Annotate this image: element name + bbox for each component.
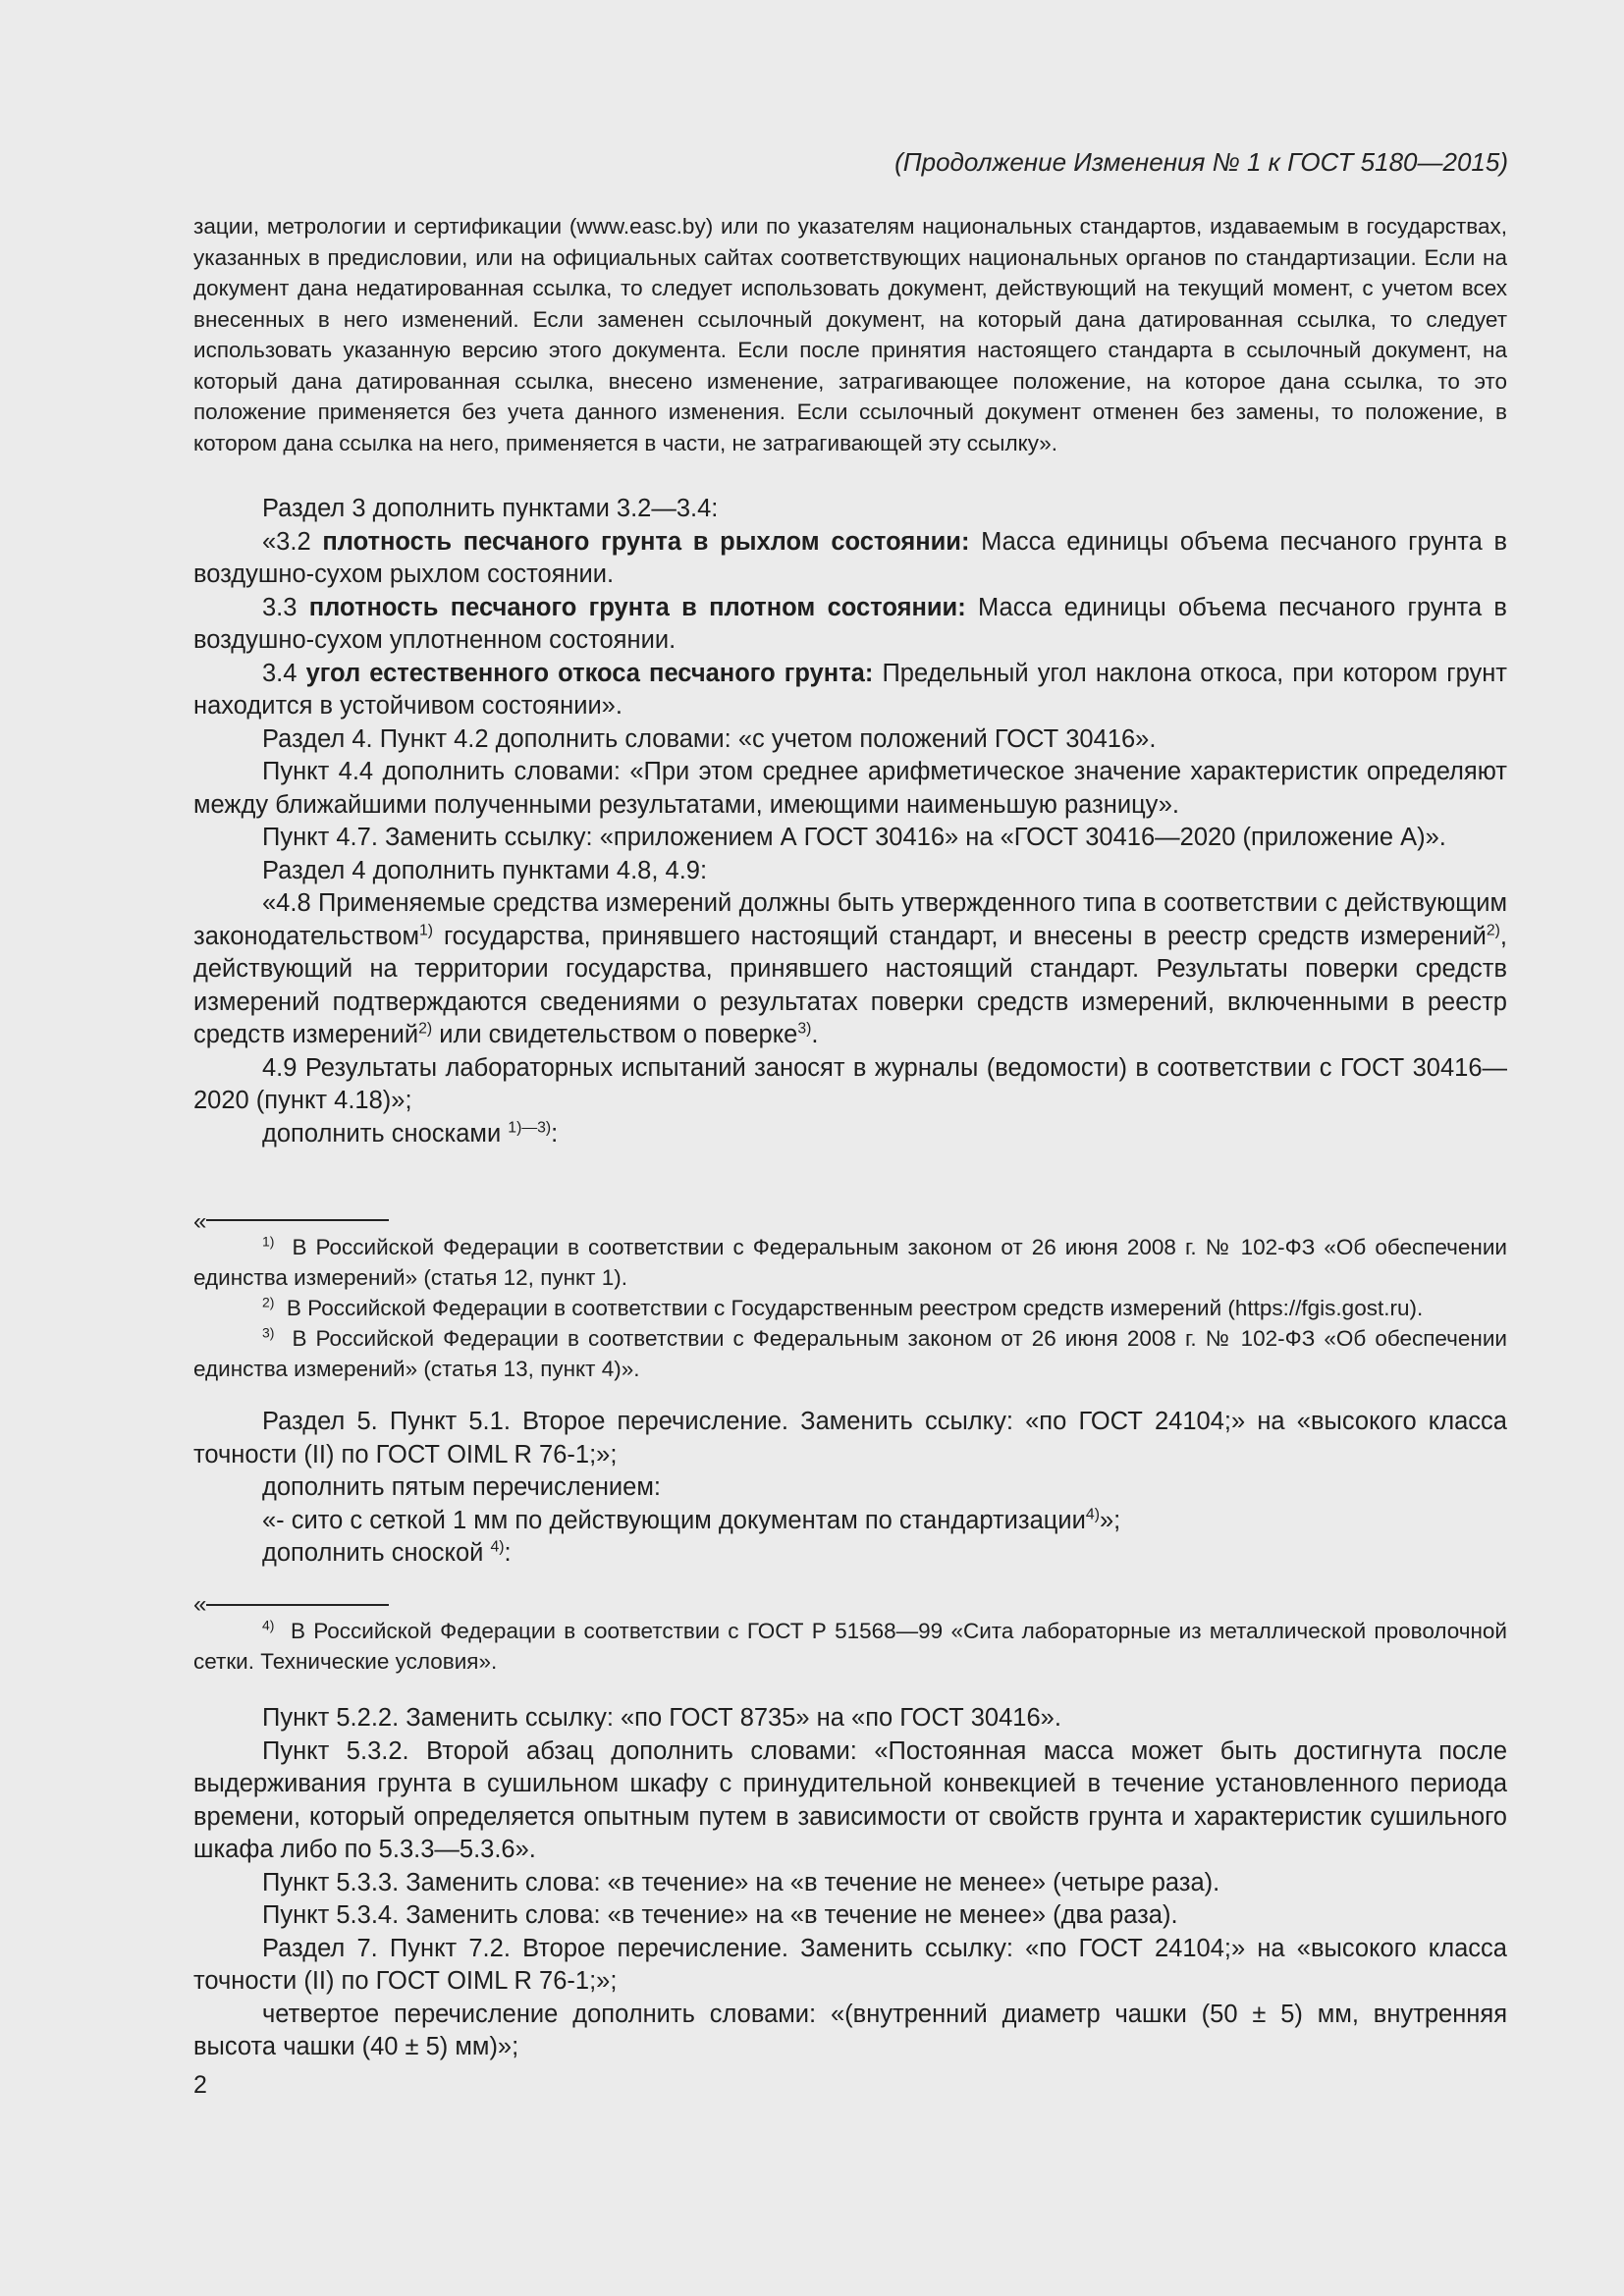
running-header: (Продолжение Изменения № 1 к ГОСТ 5180—2015) xyxy=(894,147,1508,177)
term-3-4-def: Предельный угол наклона откоса, при котором грунт находится в устойчивом состоянии». xyxy=(193,659,1507,720)
footnotes-block-2 xyxy=(193,1616,1507,1677)
point-4-8-c: , действующий на территории государства, принявшего настоящий стандарт. Результаты поверки средств измерений подтверждаются сведениями о результатах поверки средств измерений, включенными в реестр средств измерений xyxy=(193,922,1507,1048)
term-3-3-def: Масса единицы объема песчаного грунта в воздушно-сухом уплотненном состоянии. xyxy=(193,593,1507,654)
footnote-1 xyxy=(193,1232,1507,1293)
footnotes-add xyxy=(193,1118,1507,1151)
footnotes-block-1 xyxy=(193,1232,1507,1384)
term-3-3-term: плотность песчаного грунта в плотном состоянии: xyxy=(308,593,966,621)
page-number: 2 xyxy=(193,2071,207,2099)
footnote-4 xyxy=(193,1616,1507,1677)
intro-block xyxy=(193,211,1507,458)
section5-footnote-add-end: : xyxy=(504,1539,512,1567)
footnote-1-text: В Российской Федерации в соответствии с Федеральным законом от 26 июня 2008 г. № 102-ФЗ «Об обеспечении единства измерений» (статья 12, пункт 1). xyxy=(193,1235,1507,1290)
footnote-ref-1: 1) xyxy=(419,922,434,939)
footnote-open-quote-2: « xyxy=(193,1591,207,1618)
section7-fourth: четвертое перечисление дополнить словами: «(внутренний диаметр чашки (50 ± 5) мм, внутренняя высота чашки (40 ± 5) мм)»; xyxy=(193,2000,1507,2060)
footnote-2-mark: 2) xyxy=(262,1294,275,1310)
footnote-ref-2: 2) xyxy=(1486,922,1500,939)
section5-sieve-end: »; xyxy=(1099,1506,1121,1534)
footnote-separator-2 xyxy=(206,1604,389,1606)
body-block-2 xyxy=(193,1406,1507,1571)
section7-7-2: Раздел 7. Пункт 7.2. Второе перечисление. Заменить ссылку: «по ГОСТ 24104;» на «высокого класса точности (II) по ГОСТ OIML R 76-1;»; xyxy=(193,1934,1507,1995)
point-4-8-b: государства, принявшего настоящий стандарт, и внесены в реестр средств измерений xyxy=(443,922,1487,950)
term-3-3 xyxy=(193,592,1507,658)
footnotes-add-sup: 1)—3) xyxy=(508,1119,552,1137)
term-3-4-num: 3.4 xyxy=(262,659,298,687)
body-block-1 xyxy=(193,493,1507,1150)
footnote-ref-3: 3) xyxy=(797,1020,812,1038)
footnote-1-mark: 1) xyxy=(262,1233,275,1250)
section4-4-2: Раздел 4. Пункт 4.2 дополнить словами: «с учетом положений ГОСТ 30416». xyxy=(262,724,1157,753)
footnote-separator xyxy=(206,1219,389,1221)
footnote-ref-2b: 2) xyxy=(418,1020,433,1038)
term-3-2-term: плотность песчаного грунта в рыхлом состоянии: xyxy=(322,527,970,556)
section5-sieve xyxy=(193,1505,1507,1538)
section5-5-2-2: Пункт 5.2.2. Заменить ссылку: «по ГОСТ 8735» на «по ГОСТ 30416». xyxy=(262,1704,1061,1732)
section4-4-7: Пункт 4.7. Заменить ссылку: «приложением А ГОСТ 30416» на «ГОСТ 30416—2020 (приложение А)». xyxy=(262,824,1446,851)
section5-footnote-add-text: дополнить сноской xyxy=(262,1539,484,1567)
section4-add: Раздел 4 дополнить пунктами 4.8, 4.9: xyxy=(262,856,708,884)
section5-5-3-2: Пункт 5.3.2. Второй абзац дополнить словами: «Постоянная масса может быть достигнута после выдерживания грунта в сушильном шкафу с принудительной конвекцией в течение установленного периода времени, который определяется опытным путем в зависимости от свойств грунта и характеристик сушильного шкафа либо по 5.3.3—5.3.6». xyxy=(193,1736,1507,1863)
footnote-4-mark: 4) xyxy=(262,1617,275,1633)
section5-footnote-add xyxy=(193,1537,1507,1571)
section5-sieve-text: «- сито с сеткой 1 мм по действующим документам по стандартизации xyxy=(262,1506,1086,1534)
footnotes-add-text: дополнить сносками xyxy=(262,1119,502,1148)
footnote-ref-4: 4) xyxy=(1085,1506,1100,1523)
footnote-4-text: В Российской Федерации в соответствии с ГОСТ Р 51568—99 «Сита лабораторные из металлической проволочной сетки. Технические условия». xyxy=(193,1619,1507,1674)
term-3-2 xyxy=(193,526,1507,592)
point-4-8-d: или свидетельством о поверке xyxy=(439,1021,798,1048)
footnotes-add-end: : xyxy=(551,1119,559,1148)
footnote-3 xyxy=(193,1323,1507,1384)
footnote-open-quote: « xyxy=(193,1208,207,1235)
point-4-8 xyxy=(193,887,1507,1052)
section5-5-3-4: Пункт 5.3.4. Заменить слова: «в течение» на «в течение не менее» (два раза). xyxy=(262,1901,1178,1929)
footnote-3-mark: 3) xyxy=(262,1324,275,1341)
term-3-2-def: Масса единицы объема песчаного грунта в воздушно-сухом рыхлом состоянии. xyxy=(193,527,1507,588)
section3-intro: Раздел 3 дополнить пунктами 3.2—3.4: xyxy=(262,495,719,522)
footnote-2 xyxy=(193,1293,1507,1323)
term-3-3-num: 3.3 xyxy=(262,593,298,621)
section5-5-1: Раздел 5. Пункт 5.1. Второе перечисление. Заменить ссылку: «по ГОСТ 24104;» на «высокого класса точности (II) по ГОСТ OIML R 76-1;»; xyxy=(193,1408,1507,1468)
intro-paragraph: зации, метрологии и сертификации (www.easc.by) или по указателям национальных стандартов, издаваемым в государствах, указанных в предисловии, или на официальных сайтах соответствующих национальных органов по стандартизации. Если на документ дана недатированная ссылка, то следует использовать документ, действующий на текущий момент, с учетом всех внесенных в него изменений. Если заменен ссылочный документ, на который дана датированная ссылка, то следует использовать указанную версию этого документа. Если после принятия настоящего стандарта в ссылочный документ, на который дана датированная ссылка, внесено изменение, затрагивающее положение, на которое дана ссылка, то это положение применяется без учета данного изменения. Если ссылочный документ отменен без замены, то положение, в котором дана ссылка на него, применяется в части, не затрагивающей эту ссылку». xyxy=(193,214,1507,455)
body-block-3 xyxy=(193,1702,1507,2064)
point-4-8-e: . xyxy=(811,1021,819,1048)
section5-add-fifth: дополнить пятым перечислением: xyxy=(262,1473,661,1501)
point-4-9: 4.9 Результаты лабораторных испытаний заносят в журналы (ведомости) в соответствии с ГОСТ 30416—2020 (пункт 4.18)»; xyxy=(193,1053,1507,1114)
footnote-2-text: В Российской Федерации в соответствии с Государственным реестром средств измерений (https://fgis.gost.ru). xyxy=(286,1296,1424,1320)
term-3-2-num: «3.2 xyxy=(262,527,311,556)
section4-4-4: Пункт 4.4 дополнить словами: «При этом среднее арифметическое значение характеристик определяют между ближайшими полученными результатами, имеющими наименьшую разницу». xyxy=(193,758,1507,819)
point-4-8-a: «4.8 Применяемые средства измерений должны быть утвержденного типа в соответствии с действующим законодательством xyxy=(193,889,1507,950)
section5-5-3-3: Пункт 5.3.3. Заменить слова: «в течение» на «в течение не менее» (четыре раза). xyxy=(262,1868,1220,1896)
footnote-3-text: В Российской Федерации в соответствии с Федеральным законом от 26 июня 2008 г. № 102-ФЗ «Об обеспечении единства измерений» (статья 13, пункт 4)». xyxy=(193,1326,1507,1381)
section5-footnote-add-sup: 4) xyxy=(490,1538,505,1556)
term-3-4 xyxy=(193,658,1507,723)
term-3-4-term: угол естественного откоса песчаного грунта: xyxy=(305,659,874,687)
